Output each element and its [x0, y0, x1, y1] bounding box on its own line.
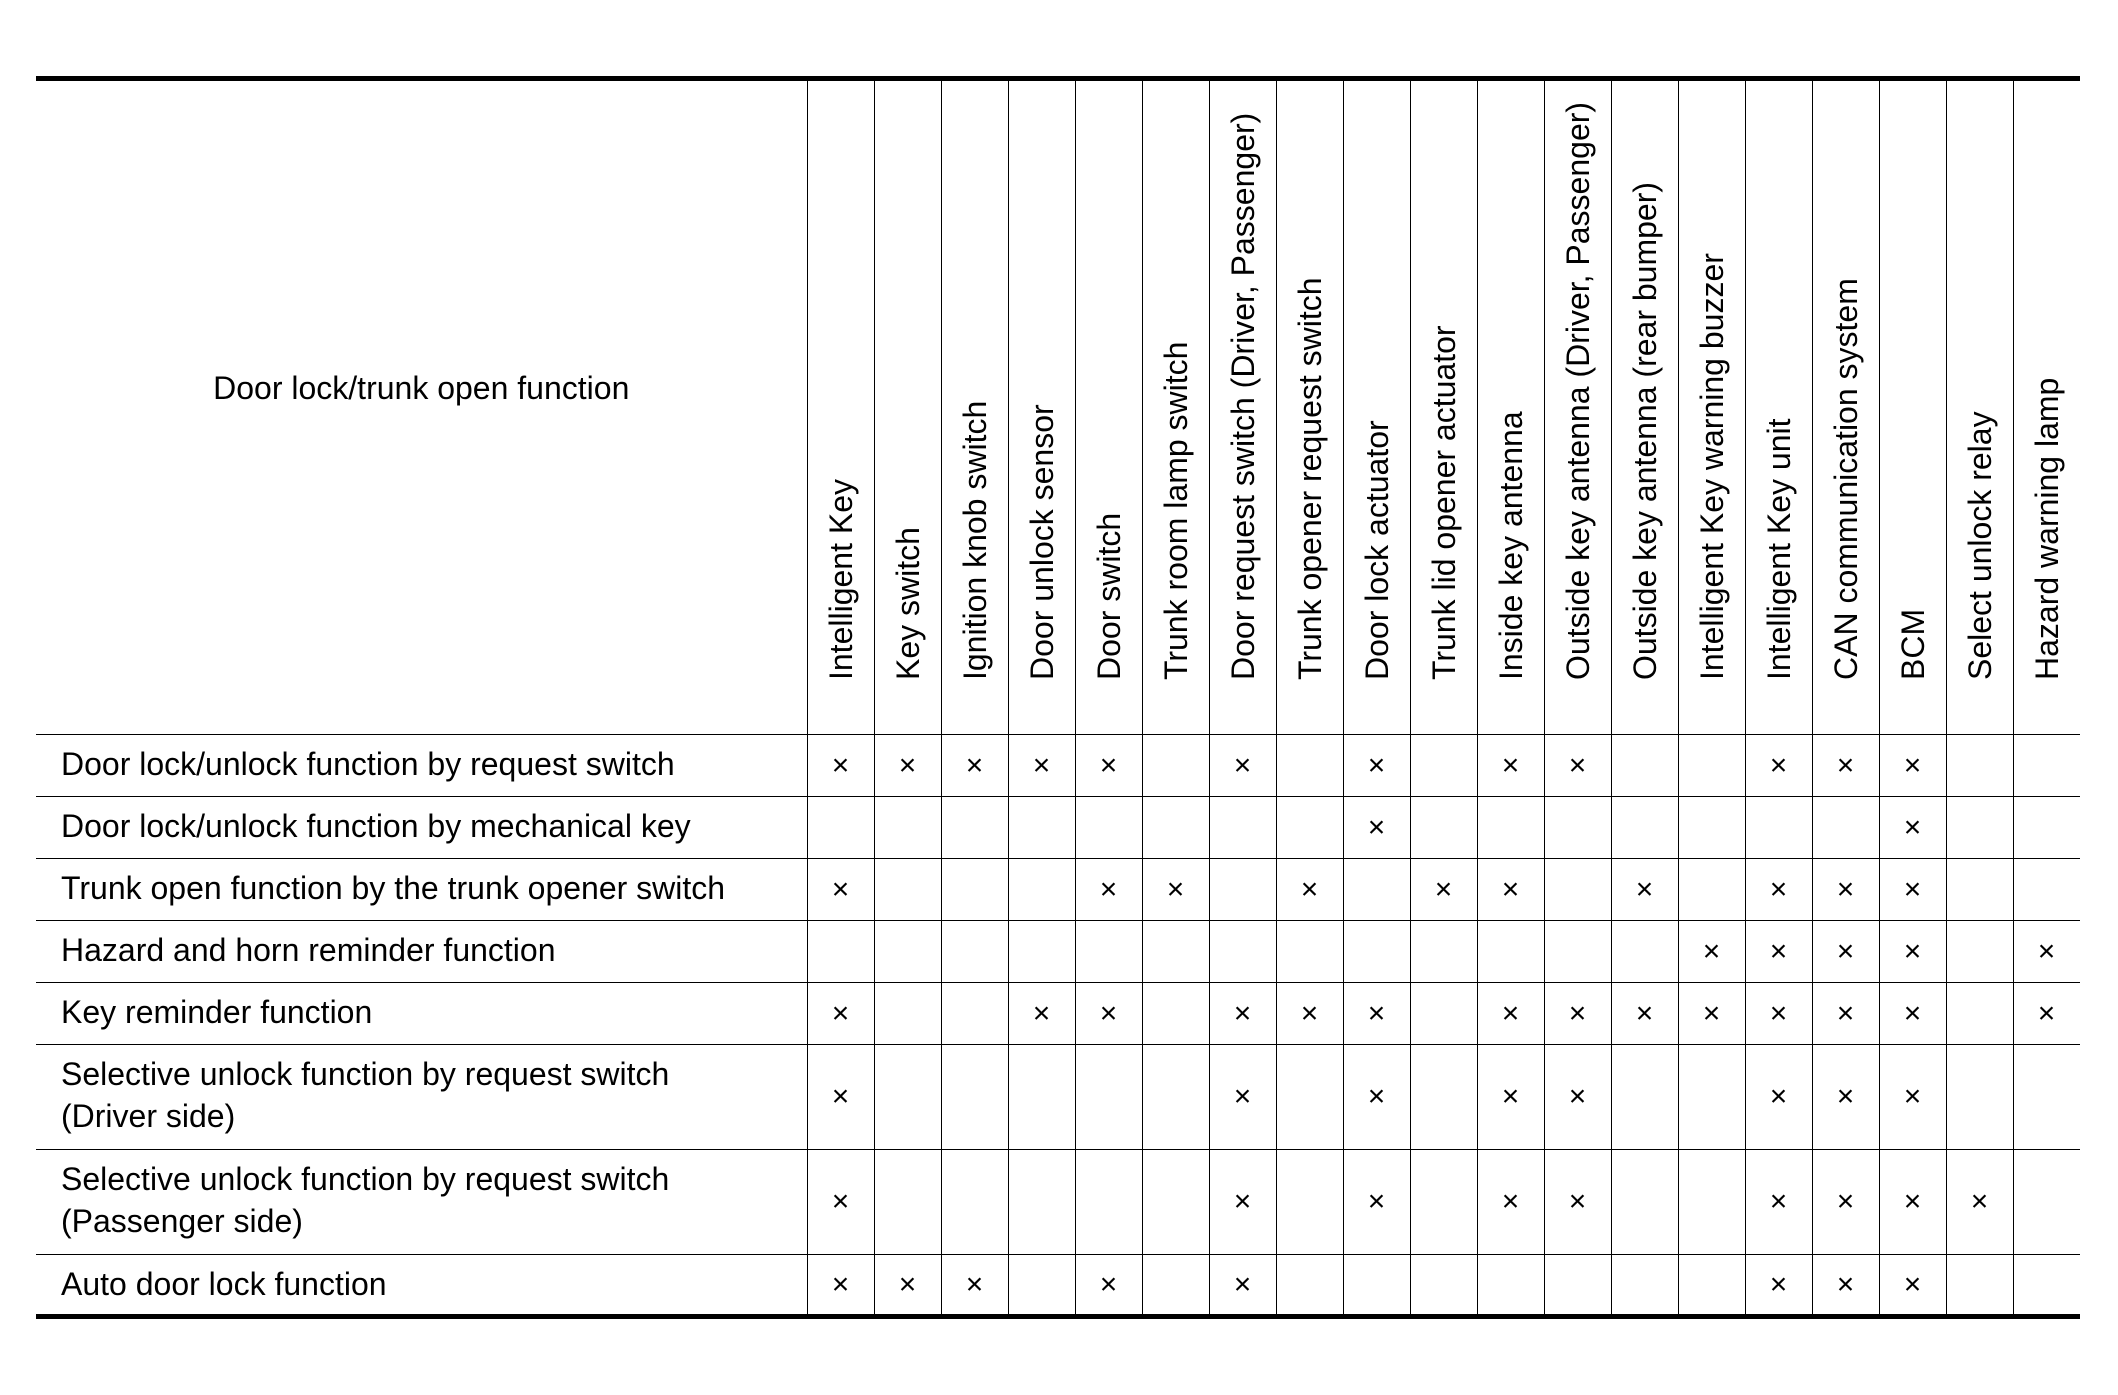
row-label-line: Door lock/unlock function by mechanical key	[61, 808, 691, 844]
cross-mark-icon: ×	[1769, 934, 1788, 968]
empty-cell	[1410, 797, 1477, 859]
matrix-body	[36, 735, 2080, 1317]
check-mark-cell	[941, 1255, 1008, 1317]
check-mark-cell	[2013, 921, 2080, 983]
check-mark-cell	[1075, 735, 1142, 797]
cross-mark-icon: ×	[1099, 1267, 1118, 1301]
column-header-ignition-knob-switch	[941, 79, 1008, 735]
cross-mark-icon: ×	[1769, 1080, 1788, 1113]
table-row	[36, 859, 2080, 921]
column-label: Trunk room lamp switch	[1157, 341, 1194, 680]
cross-mark-icon: ×	[1233, 996, 1252, 1030]
cross-mark-icon: ×	[1769, 1185, 1788, 1218]
check-mark-cell	[1343, 983, 1410, 1045]
empty-cell	[941, 921, 1008, 983]
cross-mark-icon: ×	[1903, 748, 1922, 782]
column-header-intelligent-key-warning-buzzer	[1678, 79, 1745, 735]
empty-cell	[1410, 921, 1477, 983]
table-row	[36, 1255, 2080, 1317]
check-mark-cell	[1075, 859, 1142, 921]
check-mark-cell	[1544, 983, 1611, 1045]
cross-mark-icon: ×	[1836, 1185, 1855, 1218]
cross-mark-icon: ×	[1501, 1080, 1520, 1113]
empty-cell	[874, 921, 941, 983]
empty-cell	[941, 797, 1008, 859]
cross-mark-icon: ×	[1233, 1080, 1252, 1113]
cross-mark-icon: ×	[1769, 748, 1788, 782]
empty-cell	[1611, 735, 1678, 797]
cross-mark-icon: ×	[1635, 872, 1654, 906]
empty-cell	[1946, 735, 2013, 797]
cross-mark-icon: ×	[831, 1080, 850, 1113]
cross-mark-icon: ×	[1903, 1267, 1922, 1301]
empty-cell	[874, 983, 941, 1045]
cross-mark-icon: ×	[1501, 872, 1520, 906]
check-mark-cell	[1812, 921, 1879, 983]
cross-mark-icon: ×	[2037, 934, 2056, 968]
check-mark-cell	[1812, 1045, 1879, 1150]
check-mark-cell	[1008, 735, 1075, 797]
empty-cell	[1008, 797, 1075, 859]
row-label-line: Hazard and horn reminder function	[61, 932, 556, 968]
empty-cell	[1946, 797, 2013, 859]
check-mark-cell	[874, 1255, 941, 1317]
empty-cell	[941, 1045, 1008, 1150]
cross-mark-icon: ×	[1836, 996, 1855, 1030]
check-mark-cell	[807, 1255, 874, 1317]
table-row	[36, 983, 2080, 1045]
cross-mark-icon: ×	[1836, 1080, 1855, 1113]
check-mark-cell	[1812, 735, 1879, 797]
empty-cell	[1276, 797, 1343, 859]
cross-mark-icon: ×	[1367, 1185, 1386, 1218]
row-label-line: Key reminder function	[61, 994, 373, 1030]
check-mark-cell	[941, 735, 1008, 797]
empty-cell	[1611, 1150, 1678, 1255]
column-header-door-switch	[1075, 79, 1142, 735]
column-label: Outside key antenna (Driver, Passenger)	[1559, 101, 1596, 680]
cross-mark-icon: ×	[1903, 1185, 1922, 1218]
check-mark-cell	[1477, 1045, 1544, 1150]
empty-cell	[1343, 1255, 1410, 1317]
empty-cell	[1477, 797, 1544, 859]
cross-mark-icon: ×	[831, 748, 850, 782]
empty-cell	[1611, 1045, 1678, 1150]
column-label: Inside key antenna	[1492, 411, 1529, 680]
empty-cell	[1008, 1255, 1075, 1317]
check-mark-cell	[1745, 859, 1812, 921]
check-mark-cell	[1343, 797, 1410, 859]
check-mark-cell	[1343, 1045, 1410, 1150]
empty-cell	[1209, 921, 1276, 983]
check-mark-cell	[1008, 983, 1075, 1045]
empty-cell	[1276, 1255, 1343, 1317]
row-label-line: Door lock/unlock function by request switch	[61, 746, 675, 782]
column-label: Intelligent Key	[822, 478, 859, 680]
cross-mark-icon: ×	[831, 872, 850, 906]
cross-mark-icon: ×	[1836, 872, 1855, 906]
row-label	[36, 921, 807, 983]
empty-cell	[1544, 797, 1611, 859]
empty-cell	[1678, 1255, 1745, 1317]
check-mark-cell	[807, 735, 874, 797]
check-mark-cell	[1745, 983, 1812, 1045]
empty-cell	[1477, 1255, 1544, 1317]
cross-mark-icon: ×	[1099, 872, 1118, 906]
cross-mark-icon: ×	[831, 1185, 850, 1218]
cross-mark-icon: ×	[1434, 872, 1453, 906]
column-header-door-lock-actuator	[1343, 79, 1410, 735]
empty-cell	[1544, 1255, 1611, 1317]
cross-mark-icon: ×	[898, 748, 917, 782]
check-mark-cell	[1209, 1150, 1276, 1255]
cross-mark-icon: ×	[1233, 1185, 1252, 1218]
cross-mark-icon: ×	[1568, 748, 1587, 782]
check-mark-cell	[1343, 735, 1410, 797]
empty-cell	[1611, 797, 1678, 859]
check-mark-cell	[1343, 1150, 1410, 1255]
check-mark-cell	[1745, 1045, 1812, 1150]
row-label	[36, 1045, 807, 1150]
cross-mark-icon: ×	[1300, 872, 1319, 906]
corner-header: Door lock/trunk open function	[36, 79, 807, 735]
empty-cell	[1142, 797, 1209, 859]
cross-mark-icon: ×	[1501, 748, 1520, 782]
empty-cell	[1209, 859, 1276, 921]
empty-cell	[2013, 1150, 2080, 1255]
column-label: Door lock actuator	[1358, 420, 1395, 680]
empty-cell	[941, 1150, 1008, 1255]
check-mark-cell	[874, 735, 941, 797]
cross-mark-icon: ×	[2037, 996, 2056, 1030]
cross-mark-icon: ×	[1970, 1185, 1989, 1218]
empty-cell	[1745, 797, 1812, 859]
cross-mark-icon: ×	[1367, 996, 1386, 1030]
cross-mark-icon: ×	[1367, 1080, 1386, 1113]
empty-cell	[1477, 921, 1544, 983]
column-header-door-unlock-sensor	[1008, 79, 1075, 735]
empty-cell	[1410, 1255, 1477, 1317]
column-label: Trunk lid opener actuator	[1425, 325, 1462, 680]
cross-mark-icon: ×	[1903, 934, 1922, 968]
check-mark-cell	[1946, 1150, 2013, 1255]
column-header-outside-key-antenna-rear-bumper	[1611, 79, 1678, 735]
cross-mark-icon: ×	[1702, 934, 1721, 968]
check-mark-cell	[807, 983, 874, 1045]
function-component-matrix	[36, 76, 2080, 1319]
empty-cell	[1946, 859, 2013, 921]
empty-cell	[941, 859, 1008, 921]
empty-cell	[1276, 1045, 1343, 1150]
check-mark-cell	[1879, 921, 1946, 983]
check-mark-cell	[1745, 921, 1812, 983]
cross-mark-icon: ×	[1501, 996, 1520, 1030]
column-header-inside-key-antenna	[1477, 79, 1544, 735]
check-mark-cell	[1477, 735, 1544, 797]
check-mark-cell	[1812, 983, 1879, 1045]
check-mark-cell	[1544, 1150, 1611, 1255]
column-label: Door switch	[1090, 512, 1127, 680]
cross-mark-icon: ×	[1233, 748, 1252, 782]
column-label: Intelligent Key unit	[1760, 418, 1797, 680]
empty-cell	[1276, 1150, 1343, 1255]
cross-mark-icon: ×	[1903, 872, 1922, 906]
column-header-can-communication-system	[1812, 79, 1879, 735]
empty-cell	[1008, 859, 1075, 921]
check-mark-cell	[1879, 1255, 1946, 1317]
check-mark-cell	[1879, 1150, 1946, 1255]
table-row	[36, 735, 2080, 797]
column-label: Hazard warning lamp	[2028, 377, 2065, 680]
empty-cell	[1946, 983, 2013, 1045]
column-label: Outside key antenna (rear bumper)	[1626, 181, 1663, 680]
empty-cell	[2013, 859, 2080, 921]
check-mark-cell	[1142, 859, 1209, 921]
empty-cell	[1142, 921, 1209, 983]
table-row	[36, 921, 2080, 983]
column-header-key-switch	[874, 79, 941, 735]
check-mark-cell	[1812, 1150, 1879, 1255]
check-mark-cell	[1477, 983, 1544, 1045]
column-header-trunk-opener-request-switch	[1276, 79, 1343, 735]
cross-mark-icon: ×	[1702, 996, 1721, 1030]
check-mark-cell	[1879, 1045, 1946, 1150]
cross-mark-icon: ×	[1501, 1185, 1520, 1218]
header-row	[36, 79, 2080, 735]
check-mark-cell	[1745, 1150, 1812, 1255]
empty-cell	[874, 1150, 941, 1255]
column-label: Key switch	[889, 527, 926, 680]
row-label	[36, 983, 807, 1045]
check-mark-cell	[1745, 735, 1812, 797]
row-label-line: (Driver side)	[61, 1098, 236, 1134]
cross-mark-icon: ×	[1568, 1080, 1587, 1113]
empty-cell	[1075, 797, 1142, 859]
column-label: Door request switch (Driver, Passenger)	[1224, 112, 1261, 680]
check-mark-cell	[1879, 797, 1946, 859]
empty-cell	[1678, 859, 1745, 921]
empty-cell	[1276, 921, 1343, 983]
cross-mark-icon: ×	[1836, 1267, 1855, 1301]
row-label-line: Selective unlock function by request switch	[61, 1161, 670, 1197]
empty-cell	[1678, 1045, 1745, 1150]
check-mark-cell	[1879, 859, 1946, 921]
empty-cell	[1008, 1045, 1075, 1150]
row-label-line: Trunk open function by the trunk opener switch	[61, 870, 726, 906]
empty-cell	[1678, 735, 1745, 797]
cross-mark-icon: ×	[1300, 996, 1319, 1030]
column-header-outside-key-antenna-driver-passenger	[1544, 79, 1611, 735]
check-mark-cell	[1410, 859, 1477, 921]
empty-cell	[1075, 921, 1142, 983]
cross-mark-icon: ×	[965, 748, 984, 782]
row-label	[36, 859, 807, 921]
check-mark-cell	[1879, 735, 1946, 797]
empty-cell	[1946, 921, 2013, 983]
check-mark-cell	[1678, 921, 1745, 983]
empty-cell	[2013, 1045, 2080, 1150]
row-label	[36, 1255, 807, 1317]
check-mark-cell	[1544, 1045, 1611, 1150]
empty-cell	[1678, 1150, 1745, 1255]
table-row	[36, 1045, 2080, 1150]
check-mark-cell	[807, 1045, 874, 1150]
column-label: Trunk opener request switch	[1291, 277, 1328, 680]
empty-cell	[874, 859, 941, 921]
cross-mark-icon: ×	[1099, 748, 1118, 782]
check-mark-cell	[1075, 983, 1142, 1045]
empty-cell	[2013, 1255, 2080, 1317]
cross-mark-icon: ×	[1367, 748, 1386, 782]
empty-cell	[874, 1045, 941, 1150]
empty-cell	[1142, 735, 1209, 797]
check-mark-cell	[1209, 735, 1276, 797]
empty-cell	[1008, 921, 1075, 983]
check-mark-cell	[1678, 983, 1745, 1045]
row-label-line: Auto door lock function	[61, 1266, 387, 1302]
column-header-trunk-room-lamp-switch	[1142, 79, 1209, 735]
cross-mark-icon: ×	[1166, 872, 1185, 906]
empty-cell	[1410, 735, 1477, 797]
empty-cell	[1611, 1255, 1678, 1317]
empty-cell	[1142, 1255, 1209, 1317]
cross-mark-icon: ×	[1568, 996, 1587, 1030]
check-mark-cell	[1209, 1045, 1276, 1150]
row-label	[36, 797, 807, 859]
cross-mark-icon: ×	[1769, 996, 1788, 1030]
empty-cell	[1410, 983, 1477, 1045]
column-label: Intelligent Key warning buzzer	[1693, 253, 1730, 680]
cross-mark-icon: ×	[1635, 996, 1654, 1030]
empty-cell	[1544, 859, 1611, 921]
empty-cell	[941, 983, 1008, 1045]
column-label: CAN communication system	[1827, 278, 1864, 680]
empty-cell	[1209, 797, 1276, 859]
cross-mark-icon: ×	[1903, 810, 1922, 844]
cross-mark-icon: ×	[1769, 872, 1788, 906]
empty-cell	[1544, 921, 1611, 983]
cross-mark-icon: ×	[831, 1267, 850, 1301]
empty-cell	[1410, 1150, 1477, 1255]
empty-cell	[807, 797, 874, 859]
empty-cell	[1946, 1255, 2013, 1317]
empty-cell	[1142, 1150, 1209, 1255]
cross-mark-icon: ×	[1903, 996, 1922, 1030]
check-mark-cell	[807, 1150, 874, 1255]
table-row	[36, 797, 2080, 859]
cross-mark-icon: ×	[965, 1267, 984, 1301]
row-label	[36, 1150, 807, 1255]
check-mark-cell	[1611, 859, 1678, 921]
empty-cell	[2013, 735, 2080, 797]
column-header-intelligent-key-unit	[1745, 79, 1812, 735]
column-label: Select unlock relay	[1961, 411, 1998, 680]
cross-mark-icon: ×	[1032, 748, 1051, 782]
check-mark-cell	[1276, 983, 1343, 1045]
empty-cell	[1343, 921, 1410, 983]
row-label	[36, 735, 807, 797]
cross-mark-icon: ×	[1836, 748, 1855, 782]
check-mark-cell	[807, 859, 874, 921]
cross-mark-icon: ×	[1568, 1185, 1587, 1218]
empty-cell	[1075, 1045, 1142, 1150]
row-label-line: (Passenger side)	[61, 1203, 303, 1239]
cross-mark-icon: ×	[1233, 1267, 1252, 1301]
check-mark-cell	[1879, 983, 1946, 1045]
cross-mark-icon: ×	[1099, 996, 1118, 1030]
check-mark-cell	[1276, 859, 1343, 921]
column-header-intelligent-key	[807, 79, 874, 735]
column-label: Ignition knob switch	[956, 400, 993, 680]
column-header-hazard-warning-lamp	[2013, 79, 2080, 735]
cross-mark-icon: ×	[831, 996, 850, 1030]
column-label: Door unlock sensor	[1023, 404, 1060, 680]
empty-cell	[1343, 859, 1410, 921]
empty-cell	[1678, 797, 1745, 859]
check-mark-cell	[1209, 1255, 1276, 1317]
cross-mark-icon: ×	[1836, 934, 1855, 968]
check-mark-cell	[1477, 859, 1544, 921]
empty-cell	[1142, 1045, 1209, 1150]
empty-cell	[874, 797, 941, 859]
column-header-door-request-switch-driver-passenger	[1209, 79, 1276, 735]
empty-cell	[1008, 1150, 1075, 1255]
empty-cell	[1611, 921, 1678, 983]
check-mark-cell	[1477, 1150, 1544, 1255]
cross-mark-icon: ×	[1367, 810, 1386, 844]
check-mark-cell	[1075, 1255, 1142, 1317]
check-mark-cell	[1611, 983, 1678, 1045]
check-mark-cell	[1812, 1255, 1879, 1317]
table-row	[36, 1150, 2080, 1255]
row-label-line: Selective unlock function by request switch	[61, 1056, 670, 1092]
empty-cell	[807, 921, 874, 983]
empty-cell	[1276, 735, 1343, 797]
column-label: BCM	[1894, 608, 1931, 680]
empty-cell	[1075, 1150, 1142, 1255]
empty-cell	[1142, 983, 1209, 1045]
check-mark-cell	[1209, 983, 1276, 1045]
column-header-trunk-lid-opener-actuator	[1410, 79, 1477, 735]
check-mark-cell	[1544, 735, 1611, 797]
check-mark-cell	[1812, 859, 1879, 921]
empty-cell	[2013, 797, 2080, 859]
empty-cell	[1812, 797, 1879, 859]
cross-mark-icon: ×	[1032, 996, 1051, 1030]
column-header-bcm	[1879, 79, 1946, 735]
cross-mark-icon: ×	[1769, 1267, 1788, 1301]
empty-cell	[1946, 1045, 2013, 1150]
column-header-select-unlock-relay	[1946, 79, 2013, 735]
cross-mark-icon: ×	[898, 1267, 917, 1301]
check-mark-cell	[1745, 1255, 1812, 1317]
cross-mark-icon: ×	[1903, 1080, 1922, 1113]
check-mark-cell	[2013, 983, 2080, 1045]
empty-cell	[1410, 1045, 1477, 1150]
